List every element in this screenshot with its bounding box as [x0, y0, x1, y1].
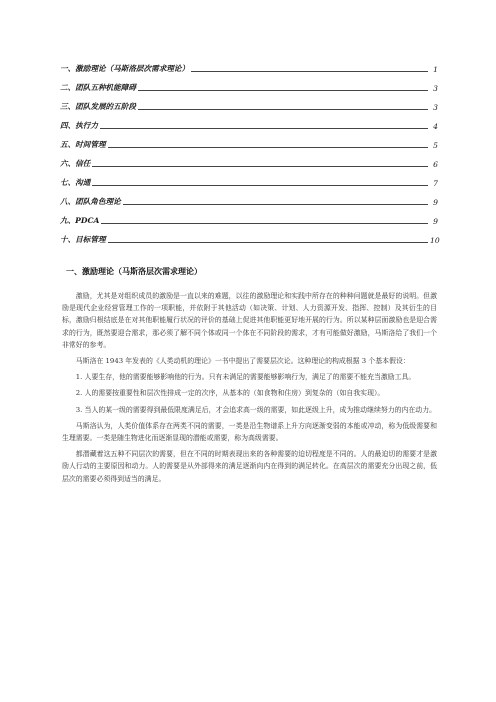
- toc-leader-line: [108, 242, 428, 243]
- toc-item-page: 9: [433, 198, 438, 207]
- toc-item-page: 4: [433, 122, 438, 131]
- toc-leader-line: [123, 204, 428, 205]
- body-paragraph: 马斯洛认为，人类价值体系存在两类不同的需要，一类是沿生物谱系上升方向逐渐变弱的本能或冲动，称为低级需要和生理需要。一类是随生物进化而逐渐显现的潜能或需要，称为高级需要。: [62, 421, 437, 443]
- toc-item[interactable]: [60, 188, 438, 207]
- toc-item[interactable]: [60, 169, 438, 188]
- section-heading: 一、激励理论（马斯洛层次需求理论）: [66, 266, 202, 276]
- toc-leader-line: [138, 109, 428, 110]
- toc-item-page: 10: [430, 236, 440, 245]
- toc-item-page: 7: [433, 179, 438, 188]
- body-paragraph: 马斯洛在 1943 年发表的《人类动机的理论》一书中提出了需要层次论。这种理论的构成根据 3 个基本假设：: [75, 357, 410, 366]
- toc-item[interactable]: [60, 93, 438, 112]
- body-paragraph: 都潜藏着这五种不同层次的需要，但在不同的时期表现出来的各种需要的迫切程度是不同的。人的最迫切的需要才是激励人行动的主要原因和动力。人的需要是从外部得来的满足逐渐向内在得到的满足转化。在高层次的需要充分出现之前，低层次的需要必须得到适当的满足。: [62, 450, 437, 483]
- toc-item-page: 5: [433, 141, 438, 150]
- toc-leader-line: [101, 223, 428, 224]
- table-of-contents: [60, 55, 438, 245]
- toc-item-title: 十、目标管理: [60, 235, 106, 244]
- toc-leader-line: [191, 71, 428, 72]
- toc-item[interactable]: [60, 55, 438, 74]
- toc-item[interactable]: [60, 112, 438, 131]
- toc-item-title: 三、团队发展的五阶段: [60, 102, 136, 111]
- toc-item-title: 六、信任: [60, 159, 91, 168]
- toc-item-page: 1: [433, 65, 438, 74]
- toc-item-title: 二、团队五种机能障碍: [60, 83, 136, 92]
- toc-item-title: 五、时间管理: [60, 140, 106, 149]
- toc-leader-line: [138, 90, 428, 91]
- toc-item-title: 八、团队角色理论: [60, 197, 121, 206]
- toc-item-title: 七、沟通: [60, 178, 91, 187]
- toc-item[interactable]: [60, 150, 438, 169]
- toc-item[interactable]: [60, 226, 438, 245]
- toc-item[interactable]: [60, 74, 438, 93]
- toc-item-page: 6: [433, 160, 438, 169]
- toc-leader-line: [100, 128, 428, 129]
- toc-item-page: 3: [433, 103, 438, 112]
- toc-leader-line: [108, 147, 428, 148]
- section-body: [62, 290, 437, 489]
- body-paragraph: 3. 当人的某一级的需要得到最低限度满足后，才会追求高一级的需要，如此逐级上升，成为推动继续努力的内在动力。: [75, 405, 436, 414]
- toc-item-page: 3: [433, 84, 438, 93]
- toc-item-page: 9: [433, 217, 438, 226]
- toc-leader-line: [92, 166, 428, 167]
- toc-item-title: 九、PDCA: [60, 216, 100, 225]
- toc-item-title: 四、执行力: [60, 121, 98, 130]
- body-paragraph: 1. 人要生存，他的需要能够影响他的行为。只有未满足的需要能够影响行为，满足了的需要不能充当激励工具。: [75, 373, 416, 382]
- toc-leader-line: [92, 185, 428, 186]
- body-paragraph: 2. 人的需要按重要性和层次性排成一定的次序，从基本的（如食物和住房）到复杂的（如自我实现）。: [75, 389, 385, 398]
- toc-item[interactable]: [60, 207, 438, 226]
- toc-item-title: 一、激励理论（马斯洛层次需求理论）: [60, 64, 190, 73]
- toc-item[interactable]: [60, 131, 438, 150]
- body-paragraph: 激励，尤其是对组织成员的激励是一直以来的难题，以往的激励理论和实践中所存在的种种问题就是最好的说明。但激励是现代企业经营管理工作的一项职能，并依附于其他活动（如决策、计划、人力资源开发、指挥、控制）及其衍生的目标，激励归根结底是在对其他职能履行状况的评价的基础上促进其他职能更好地开展的行为。所以某种层面激励也是迎合需求的行为，既然要迎合需求，那必须了解不同个体或同一个体在不同阶段的需求，才有可能做好激励，马斯洛给了我们一个非常好的参考。: [62, 292, 437, 349]
